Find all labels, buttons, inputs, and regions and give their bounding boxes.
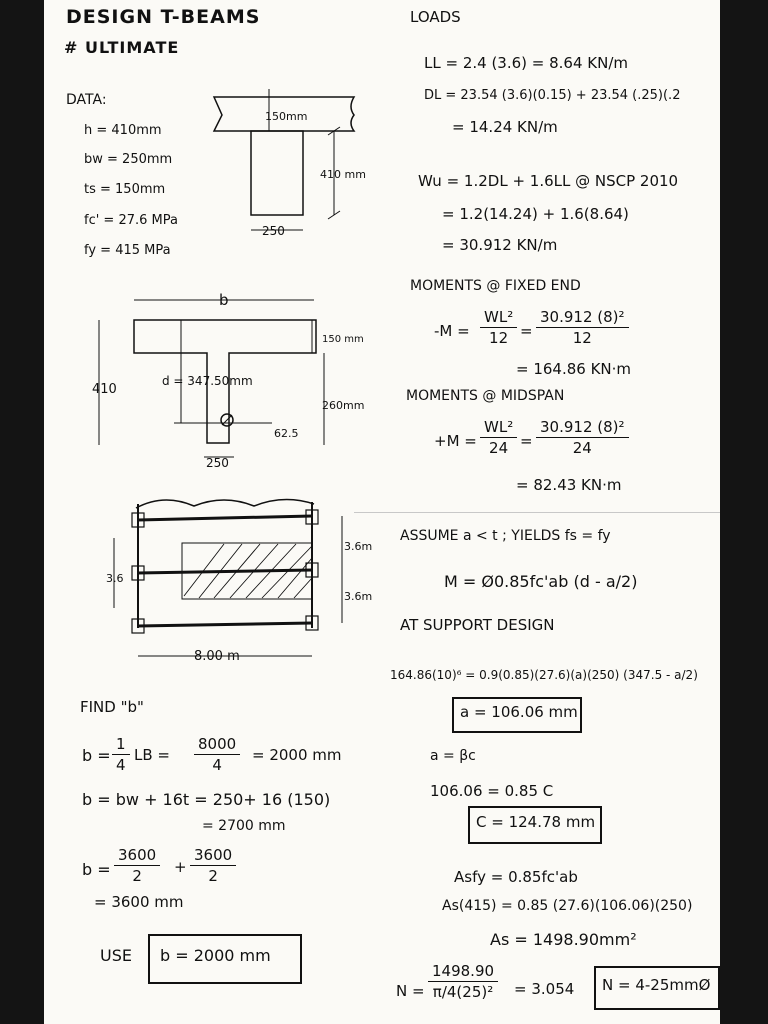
tbeam-section-sketch (204, 85, 384, 245)
live-load-eq: LL = 2.4 (3.6) = 8.64 KN/m (424, 54, 628, 72)
find-b1-frac2 (194, 735, 240, 774)
find-b1-den: 4 (212, 756, 222, 774)
as-result: As = 1498.90mm² (490, 930, 637, 949)
find-b3-frac1 (114, 846, 160, 885)
wu-result: = 30.912 KN/m (442, 236, 558, 254)
as415-eq: As(415) = 0.85 (27.6)(106.06)(250) (442, 898, 693, 914)
find-b3-d2: 2 (208, 867, 218, 885)
neg-moment-eq: = (520, 322, 533, 340)
support-design-label: AT SUPPORT DESIGN (400, 616, 555, 634)
data-ts: ts = 150mm (84, 182, 166, 197)
find-b1-frac-den: 4 (116, 756, 126, 774)
fig2-web-label: 260mm (322, 399, 365, 412)
data-label: DATA: (66, 92, 107, 108)
fig3-length-label: 8.00 m (194, 649, 240, 664)
notebook-page (44, 0, 720, 1024)
neg-moment-den2: 12 (572, 329, 592, 347)
n-den: π/4(25)² (432, 983, 494, 1001)
assume-line: ASSUME a < t ; YIELDS fs = fy (400, 528, 611, 544)
find-b1-frac (112, 735, 130, 774)
pos-moment-frac2 (536, 418, 629, 457)
page-title: DESIGN T-BEAMS (66, 6, 261, 28)
fig2-cover-label: 62.5 (274, 427, 299, 440)
neg-moment-lhs: -M = (434, 322, 470, 340)
fig1-top-label: 150mm (265, 110, 308, 123)
neg-moment-num2: 30.912 (8)² (536, 308, 629, 328)
asfy-eq: Asfy = 0.85fc'ab (454, 868, 578, 886)
use-b-value: b = 2000 mm (160, 946, 271, 965)
fig1-width-label: 250 (262, 224, 285, 238)
pos-moment-result: = 82.43 KN·m (516, 476, 622, 494)
pos-moment-den2: 24 (572, 439, 592, 457)
pos-moment-num: WL² (480, 418, 517, 438)
fig1-height-label: 410 mm (320, 168, 366, 181)
tbeam-dimension-sketch (84, 285, 384, 475)
section-divider (354, 512, 720, 513)
find-b3-lhs: b = (82, 860, 111, 879)
n-result: = 3.054 (514, 980, 575, 998)
a-beta-c: a = βc (430, 748, 476, 764)
find-b1-frac-num: 1 (112, 735, 130, 755)
neg-moment-frac2 (536, 308, 629, 347)
fig3-span1-label: 3.6m (344, 540, 373, 553)
n-lhs: N = (396, 982, 425, 1000)
find-b1-result: = 2000 mm (252, 746, 342, 764)
find-b1-num: 8000 (194, 735, 240, 755)
fig2-d-label: d = 347.50mm (162, 374, 253, 388)
pos-moment-lhs: +M = (434, 432, 477, 450)
neg-moment-frac (480, 308, 517, 347)
fig2-b-label: b (219, 291, 229, 309)
c-equation: 106.06 = 0.85 C (430, 782, 554, 800)
neg-moment-num: WL² (480, 308, 517, 328)
wu-eq: Wu = 1.2DL + 1.6LL @ NSCP 2010 (418, 172, 679, 190)
support-equation: 164.86(10)⁶ = 0.9(0.85)(27.6)(a)(250) (347.5 - a/2) (390, 668, 698, 682)
loads-label: LOADS (410, 8, 461, 26)
data-fc: fc' = 27.6 MPa (84, 213, 178, 228)
moment-midspan-label: MOMENTS @ MIDSPAN (406, 388, 565, 404)
find-b3-n2: 3600 (190, 846, 236, 866)
fig2-flange-label: 150 mm (322, 334, 364, 345)
moment-fixed-label: MOMENTS @ FIXED END (410, 278, 581, 294)
dead-load-result: = 14.24 KN/m (452, 118, 558, 136)
n-bars: N = 4-25mmØ (602, 976, 711, 994)
pos-moment-num2: 30.912 (8)² (536, 418, 629, 438)
neg-moment-den: 12 (489, 329, 509, 347)
n-frac (428, 962, 498, 1001)
find-b-label: FIND "b" (80, 698, 144, 716)
dead-load-eq: DL = 23.54 (3.6)(0.15) + 23.54 (.25)(.2 (424, 88, 681, 103)
n-num: 1498.90 (428, 962, 498, 982)
page-subtitle: # ULTIMATE (64, 38, 180, 57)
a-result: a = 106.06 mm (460, 703, 578, 721)
find-b3-frac2 (190, 846, 236, 885)
fig2-h-label: 410 (92, 382, 117, 397)
data-h: h = 410mm (84, 123, 162, 138)
fig3-left-label: 3.6 (106, 572, 124, 585)
use-label: USE (100, 946, 132, 965)
find-b3-n1: 3600 (114, 846, 160, 866)
find-b3-plus: + (174, 858, 187, 876)
c-result: C = 124.78 mm (476, 813, 596, 831)
pos-moment-eq: = (520, 432, 533, 450)
floor-plan-sketch (84, 488, 384, 678)
neg-moment-result: = 164.86 KN·m (516, 360, 632, 378)
flexure-formula: M = Ø0.85fc'ab (d - a/2) (444, 572, 638, 591)
fig2-bw-label: 250 (206, 456, 229, 470)
find-b2-result: = 2700 mm (202, 818, 286, 834)
find-b1-lb: LB = (134, 746, 170, 764)
pos-moment-den: 24 (489, 439, 509, 457)
find-b3-result: = 3600 mm (94, 893, 184, 911)
pos-moment-frac (480, 418, 517, 457)
wu-substitution: = 1.2(14.24) + 1.6(8.64) (442, 205, 629, 223)
data-bw: bw = 250mm (84, 152, 173, 167)
find-b2-eq: b = bw + 16t = 250+ 16 (150) (82, 790, 331, 809)
find-b1-lhs: b = (82, 746, 111, 765)
data-fy: fy = 415 MPa (84, 243, 171, 258)
fig3-span2-label: 3.6m (344, 590, 373, 603)
find-b3-d1: 2 (132, 867, 142, 885)
